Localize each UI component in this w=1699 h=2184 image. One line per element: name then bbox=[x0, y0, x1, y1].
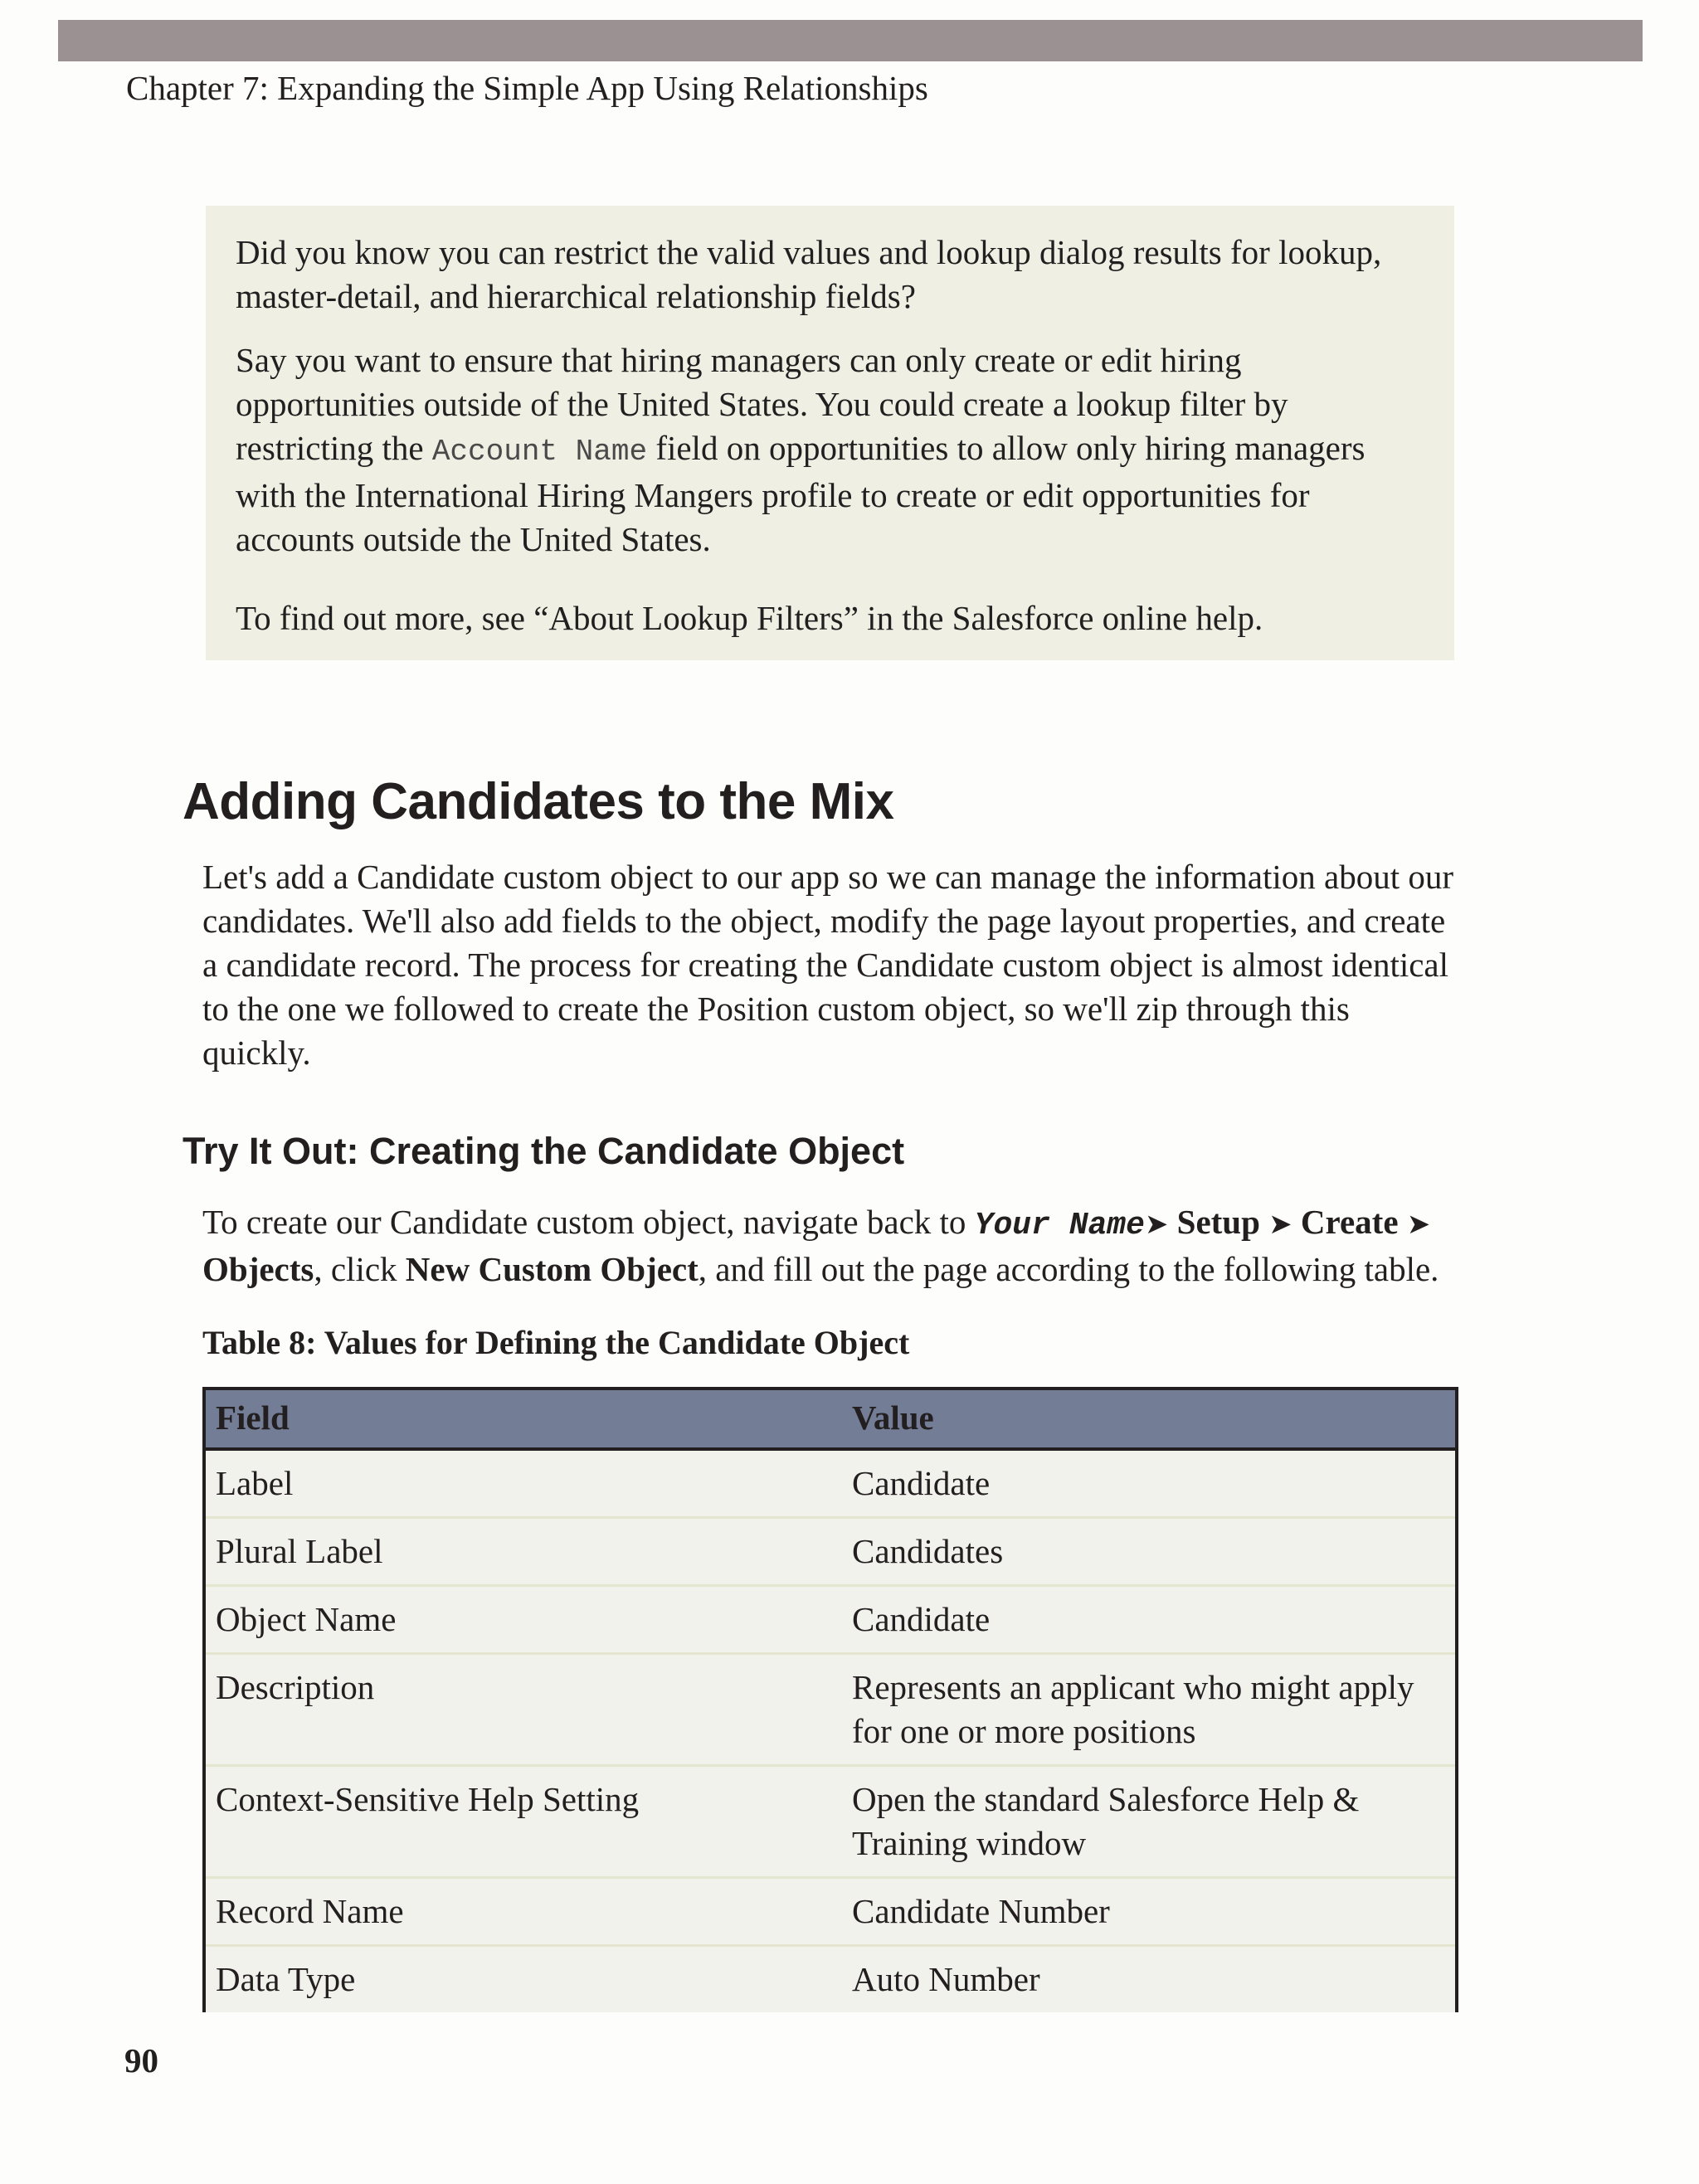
tip-text: Say you want to ensure that hiring managers can only create or edit hiring opportunities outside of the United States. You could create a lookup filter by restricting the bbox=[236, 341, 1288, 467]
value-cell: Represents an applicant who might apply for one or more positions bbox=[842, 1654, 1457, 1766]
value-cell: Candidates bbox=[842, 1518, 1457, 1586]
table-row bbox=[204, 1586, 1457, 1654]
value-cell: Candidate Number bbox=[842, 1878, 1457, 1946]
arrow-icon: ➤ bbox=[1144, 1208, 1169, 1241]
your-name-menu: Your Name bbox=[974, 1208, 1145, 1243]
table-row bbox=[204, 1654, 1457, 1766]
table-header-row bbox=[204, 1389, 1457, 1449]
tip-paragraph-3: To find out more, see “About Lookup Filters” in the Salesforce online help. bbox=[236, 599, 1263, 637]
column-header-field: Field bbox=[204, 1389, 842, 1449]
tip-paragraph-1: Did you know you can restrict the valid values and lookup dialog results for lookup, master-detail, and hierarchical relationship fields? bbox=[236, 233, 1382, 315]
table-caption: Table 8: Values for Defining the Candidate Object bbox=[202, 1324, 910, 1361]
field-cell: Record Name bbox=[204, 1878, 842, 1946]
field-cell: Context-Sensitive Help Setting bbox=[204, 1766, 842, 1878]
value-cell: Auto Number bbox=[842, 1946, 1457, 2013]
instructions-text: , click bbox=[314, 1250, 406, 1288]
instructions-text: To create our Candidate custom object, navigate back to bbox=[202, 1203, 975, 1241]
page-number: 90 bbox=[124, 2041, 158, 2079]
column-header-value: Value bbox=[842, 1389, 1457, 1449]
values-table bbox=[202, 1387, 1458, 2012]
value-cell: Open the standard Salesforce Help & Training window bbox=[842, 1766, 1457, 1878]
header-bar bbox=[58, 20, 1643, 61]
table-row bbox=[204, 1449, 1457, 1518]
value-cell: Candidate bbox=[842, 1586, 1457, 1654]
arrow-icon: ➤ bbox=[1406, 1208, 1431, 1241]
subsection-heading: Try It Out: Creating the Candidate Object bbox=[183, 1130, 905, 1172]
setup-menu: Setup bbox=[1176, 1203, 1260, 1241]
tip-box bbox=[206, 206, 1454, 660]
table-row bbox=[204, 1518, 1457, 1586]
tip-text: field on opportunities to allow only hiring managers with the International Hiring Mangers profile to create or edit opportunities for accounts outside the United States. bbox=[236, 429, 1366, 558]
objects-menu: Objects bbox=[202, 1250, 314, 1288]
new-custom-object-button-ref: New Custom Object bbox=[405, 1250, 699, 1288]
tip-paragraph-2 bbox=[236, 338, 1424, 562]
section-intro: Let's add a Candidate custom object to our app so we can manage the information about our candidates. We'll also add fields to the object, modify the page layout properties, and create a candidate record. The process for creating the Candidate custom object is almost identical to the one we followed to create the Position custom object, so we'll zip through this quickly. bbox=[202, 858, 1453, 1072]
section-heading: Adding Candidates to the Mix bbox=[183, 773, 894, 830]
field-cell: Plural Label bbox=[204, 1518, 842, 1586]
running-head: Chapter 7: Expanding the Simple App Using Relationships bbox=[126, 69, 928, 107]
field-cell: Data Type bbox=[204, 1946, 842, 2013]
account-name-code: Account Name bbox=[431, 435, 648, 469]
instructions-text: , and fill out the page according to the following table. bbox=[698, 1250, 1439, 1288]
table-row bbox=[204, 1946, 1457, 2013]
field-cell: Label bbox=[204, 1449, 842, 1518]
value-cell: Candidate bbox=[842, 1449, 1457, 1518]
arrow-icon: ➤ bbox=[1268, 1208, 1293, 1241]
table-row bbox=[204, 1766, 1457, 1878]
instructions bbox=[202, 1200, 1463, 1291]
field-cell: Description bbox=[204, 1654, 842, 1766]
table-row bbox=[204, 1878, 1457, 1946]
field-cell: Object Name bbox=[204, 1586, 842, 1654]
create-menu: Create bbox=[1300, 1203, 1399, 1241]
